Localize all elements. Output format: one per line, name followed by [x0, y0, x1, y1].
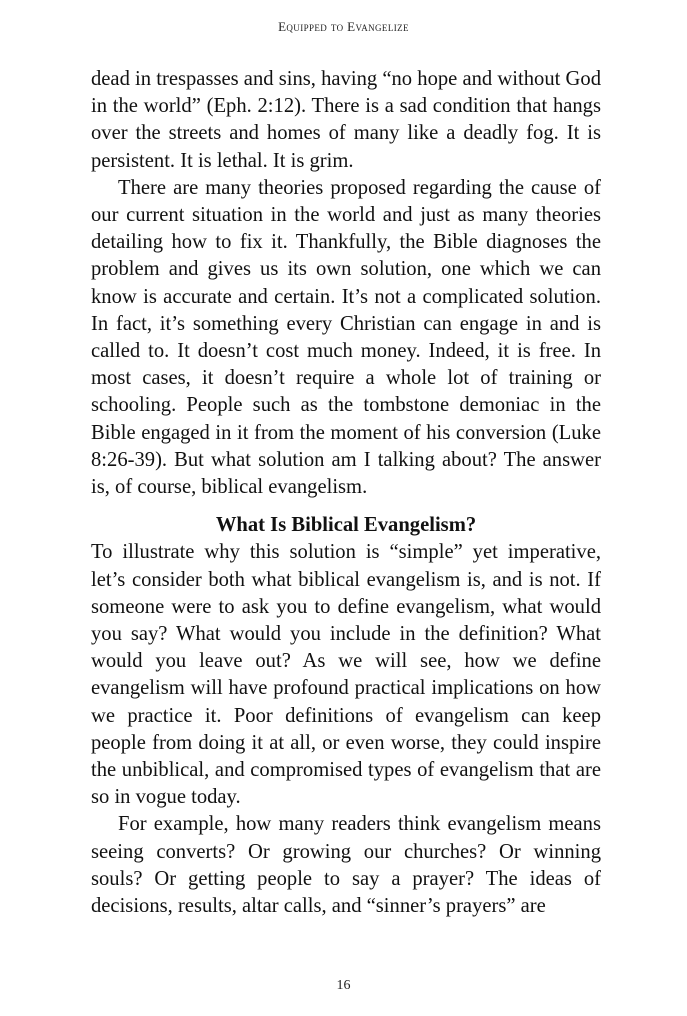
paragraph: To illustrate why this solution is “simple” yet imperative, let’s consider both what biblical evangelism is, and is not. If someone were to ask you to define evangelism, what would you say? What would you include in the definition? What would you leave out? As we will see, how we define evangelism will have profound practical implications on how we practice it. Poor definitions of evangelism can keep people from doing it at all, or even worse, they could inspire the unbiblical, and compromised types of evangelism that are so in vogue today.: [91, 541, 601, 809]
section-heading: What Is Biblical Evangelism?: [215, 514, 477, 537]
body-text: [91, 66, 601, 920]
running-head: Equipped to Evangelize: [278, 19, 409, 34]
paragraph-continued: dead in trespasses and sins, having “no hope and without God in the world” (Eph. 2:12). There is a sad condition that hangs over the streets and homes of many like a deadly fog. It is persistent. It is lethal. It is grim.: [91, 68, 601, 172]
paragraph: For example, how many readers think evangelism means seeing converts? Or growing our churches? Or winning souls? Or getting people to say a prayer? The ideas of decisions, results, altar calls, and “sinner’s prayers” are: [91, 813, 601, 918]
paragraph: There are many theories proposed regarding the cause of our current situation in the world and just as many theories detailing how to fix it. Thankfully, the Bible diagnoses the problem and gives us its own solution, one which we can know is accurate and certain. It’s not a complicated solution. In fact, it’s something every Christian can engage in and is called to. It doesn’t cost much money. Indeed, it is free. In most cases, it doesn’t require a whole lot of training or schooling. People such as the tombstone demoniac in the Bible engaged in it from the moment of his conversion (Luke 8:26-39). But what solution am I talking about? The answer is, of course, biblical evangelism.: [91, 176, 601, 499]
page-number: 16: [336, 978, 351, 993]
